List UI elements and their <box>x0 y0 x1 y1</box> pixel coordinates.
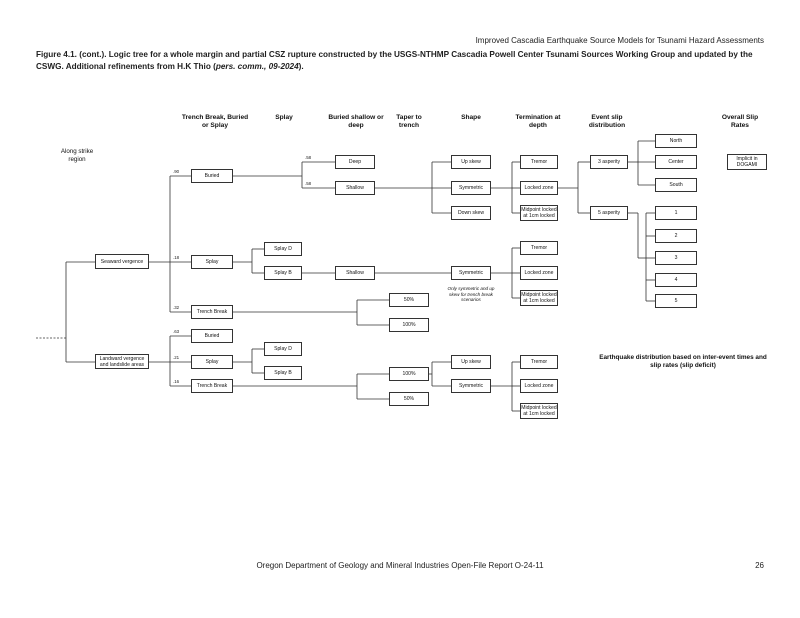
tremor-b-box: Tremor <box>520 241 558 255</box>
shape-note: Only symmetric and up skew for trench break scenarios <box>447 286 495 302</box>
caption-suffix: ). <box>298 61 304 71</box>
seaward-vergence-box: Seaward vergence <box>95 254 149 269</box>
splay-d-lower-box: Splay D <box>264 342 302 356</box>
symmetric-b-box: Symmetric <box>451 266 491 280</box>
taper-50-upper-box: 50% <box>389 293 429 307</box>
asperity-3-box: 3 <box>655 251 697 265</box>
weight-trench: .32 <box>173 305 180 310</box>
upskew-c-box: Up skew <box>451 355 491 369</box>
footer-text: Oregon Department of Geology and Mineral Industries Open-File Report O-24-11 <box>256 561 544 570</box>
trench-break-lower-box: Trench Break <box>191 379 233 393</box>
splay-lower-box: Splay <box>191 355 233 369</box>
col-head-buried: Buried shallow or deep <box>328 114 384 129</box>
center-box: Center <box>655 155 697 169</box>
weight-trench-lower: .16 <box>173 379 180 384</box>
implicit-dogami-box: Implicit in DOGAMI <box>727 154 767 170</box>
trench-break-upper-box: Trench Break <box>191 305 233 319</box>
asperity-4-box: 4 <box>655 273 697 287</box>
downskew-a-box: Down skew <box>451 206 491 220</box>
col-head-overall: Overall Slip Rates <box>721 114 759 129</box>
along-strike-region-label: Along strike region <box>60 148 94 163</box>
col-head-trench: Trench Break, Buried or Splay <box>181 114 249 129</box>
splay-b-upper-box: Splay B <box>264 266 302 280</box>
five-asperity-box: 5 asperity <box>590 206 628 220</box>
midpoint-locked-c-box: Midpoint locked at 1cm locked <box>521 405 557 417</box>
shallow-b-box: Shallow <box>335 266 375 280</box>
buried-upper-box: Buried <box>191 169 233 183</box>
deep-box: Deep <box>335 155 375 169</box>
weight-buried-lower: .63 <box>173 329 180 334</box>
asperity-1-box: 1 <box>655 206 697 220</box>
midpoint-locked-a-box: Midpoint locked at 1cm locked <box>521 207 557 219</box>
weight-deep: .58 <box>305 155 312 160</box>
buried-lower-box: Buried <box>191 329 233 343</box>
running-header: Improved Cascadia Earthquake Source Models for Tsunami Hazard Assessments <box>475 36 764 45</box>
col-head-splay: Splay <box>275 114 293 121</box>
earthquake-distribution-note: Earthquake distribution based on inter-event times and slip rates (slip deficit) <box>599 354 767 369</box>
splay-d-upper-box: Splay D <box>264 242 302 256</box>
weight-shallow: .58 <box>305 181 312 186</box>
north-box: North <box>655 134 697 148</box>
asperity-2-box: 2 <box>655 229 697 243</box>
weight-buried: .90 <box>173 169 180 174</box>
tremor-a-box: Tremor <box>520 155 558 169</box>
symmetric-a-box: Symmetric <box>451 181 491 195</box>
taper-50-lower-box: 50% <box>389 392 429 406</box>
col-head-taper: Taper to trench <box>396 114 422 129</box>
shallow-a-box: Shallow <box>335 181 375 195</box>
three-asperity-box: 3 asperity <box>590 155 628 169</box>
asperity-5-box: 5 <box>655 294 697 308</box>
caption-italic: pers. comm., 09-2024 <box>215 61 299 71</box>
symmetric-c-box: Symmetric <box>451 379 491 393</box>
landward-vergence-box: Landward vergence and landslide areas <box>95 354 149 369</box>
splay-upper-box: Splay <box>191 255 233 269</box>
col-head-shape: Shape <box>461 114 481 121</box>
midpoint-locked-b-box: Midpoint locked at 1cm locked <box>521 292 557 304</box>
caption-prefix: Figure 4.1. (cont.). Logic tree for a whole margin and partial CSZ rupture constructed by the USGS-NTHMP Cascadia Powell Center Tsunami Sources Working Group and updated by the CSWG. Additional refinements from H.K Thio ( <box>36 50 753 71</box>
locked-zone-a-box: Locked zone <box>520 181 558 195</box>
taper-100-lower-box: 100% <box>389 367 429 381</box>
page-number: 26 <box>755 561 764 570</box>
locked-zone-c-box: Locked zone <box>520 379 558 393</box>
weight-splay-lower: .21 <box>173 355 180 360</box>
south-box: South <box>655 178 697 192</box>
tremor-c-box: Tremor <box>520 355 558 369</box>
splay-b-lower-box: Splay B <box>264 366 302 380</box>
upskew-a-box: Up skew <box>451 155 491 169</box>
col-head-termination: Termination at depth <box>515 114 561 129</box>
col-head-event: Event slip distribution <box>588 114 626 129</box>
taper-100-upper-box: 100% <box>389 318 429 332</box>
locked-zone-b-box: Locked zone <box>520 266 558 280</box>
weight-splay: .18 <box>173 255 180 260</box>
